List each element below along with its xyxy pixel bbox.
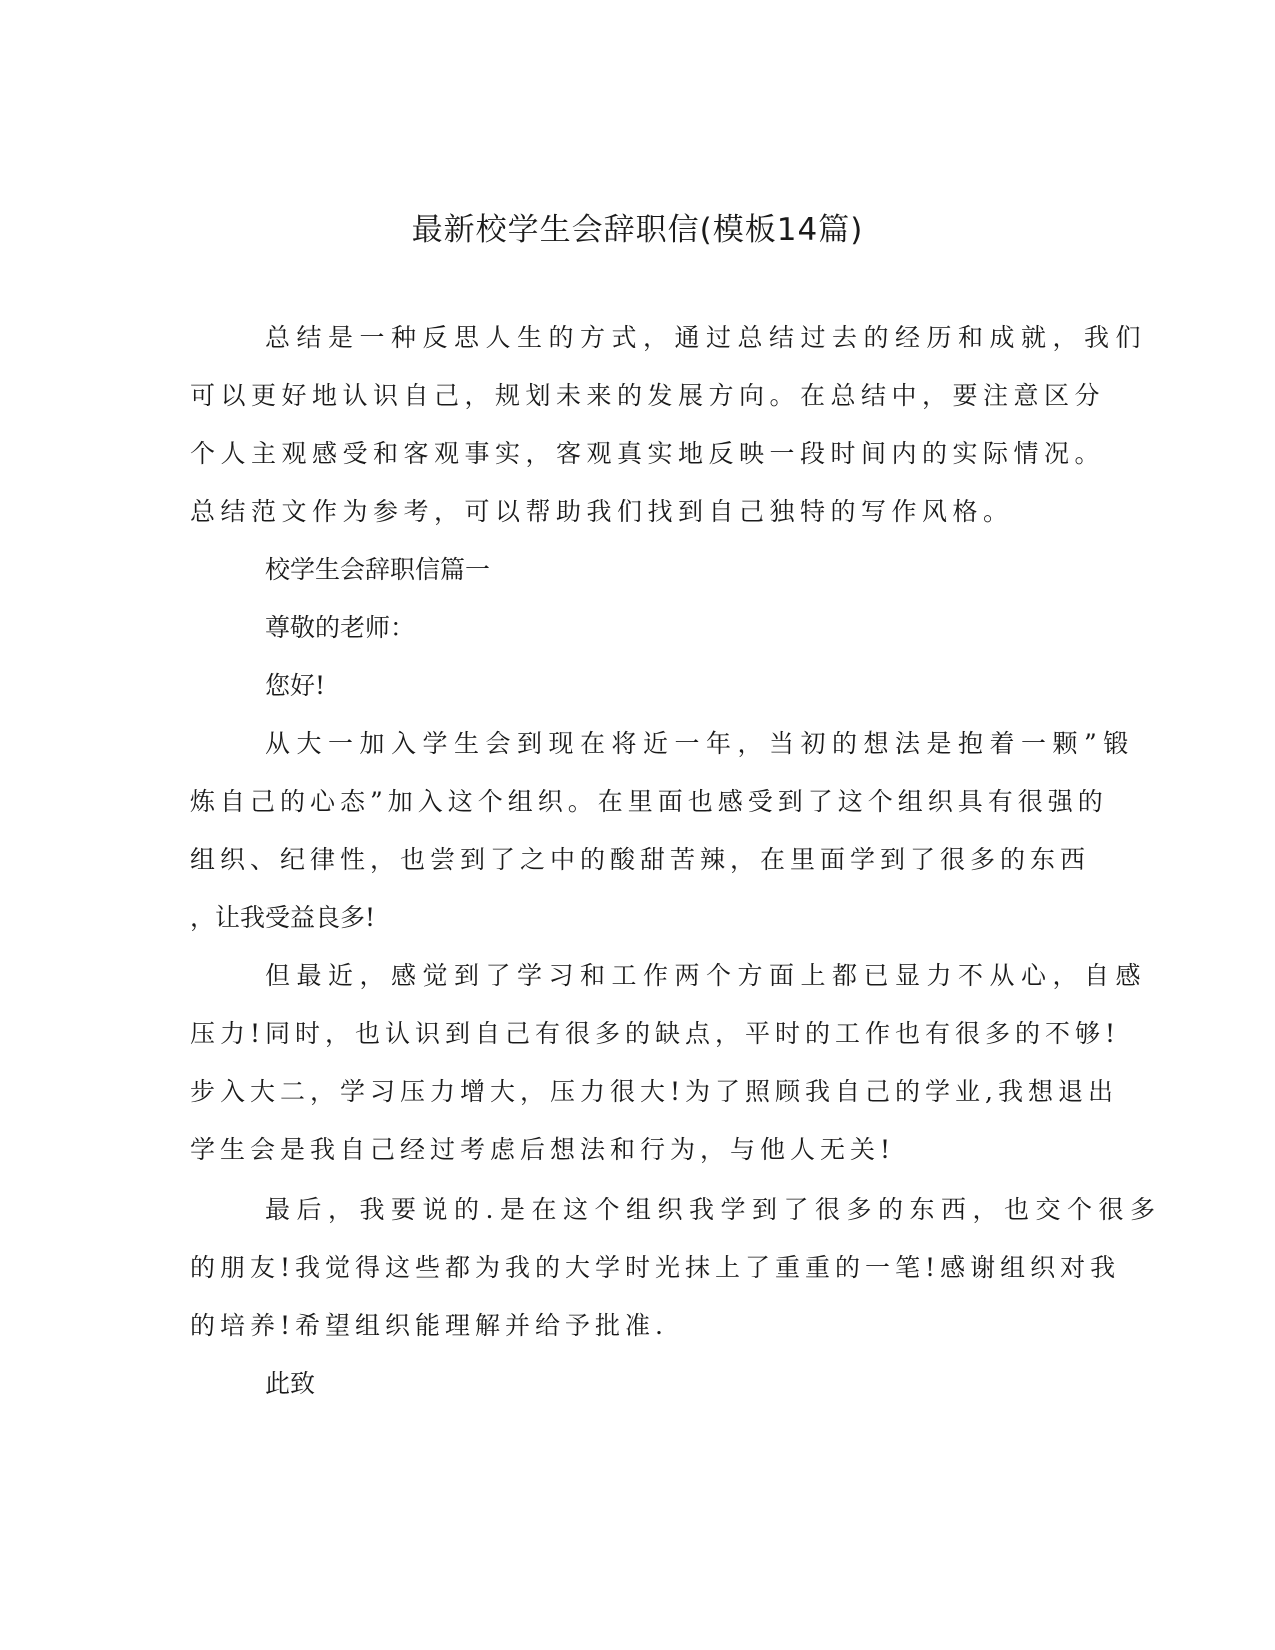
paragraph-line: 的培养!希望组织能理解并给予批准. bbox=[190, 1311, 668, 1340]
paragraph-line: 总结范文作为参考，可以帮助我们找到自己独特的写作风格。 bbox=[190, 497, 1014, 526]
greeting: 您好! bbox=[265, 671, 326, 700]
paragraph-line: 组织、纪律性，也尝到了之中的酸甜苦辣，在里面学到了很多的东西 bbox=[190, 845, 1091, 874]
paragraph-line: 压力!同时，也认识到自己有很多的缺点，平时的工作也有很多的不够! bbox=[190, 1019, 1121, 1048]
paragraph-line: ，让我受益良多! bbox=[190, 903, 376, 932]
paragraph-line: 个人主观感受和客观事实，客观真实地反映一段时间内的实际情况。 bbox=[190, 439, 1106, 468]
closing: 此致 bbox=[265, 1369, 316, 1398]
paragraph-line: 从大一加入学生会到现在将近一年，当初的想法是抱着一颗”锻 bbox=[265, 729, 1135, 758]
paragraph-line: 步入大二，学习压力增大，压力很大!为了照顾我自己的学业,我想退出 bbox=[190, 1077, 1118, 1106]
paragraph-line: 最后，我要说的.是在这个组织我学到了很多的东西，也交个很多 bbox=[265, 1195, 1162, 1224]
paragraph-line: 总结是一种反思人生的方式，通过总结过去的经历和成就，我们 bbox=[265, 323, 1148, 352]
paragraph-line: 但最近，感觉到了学习和工作两个方面上都已显力不从心，自感 bbox=[265, 961, 1148, 990]
document-title: 最新校学生会辞职信(模板14篇) bbox=[411, 212, 864, 248]
paragraph-line: 学生会是我自己经过考虑后想法和行为，与他人无关! bbox=[190, 1135, 896, 1164]
paragraph-line: 的朋友!我觉得这些都为我的大学时光抹上了重重的一笔!感谢组织对我 bbox=[190, 1253, 1121, 1282]
paragraph-line: 炼自己的心态”加入这个组织。在里面也感受到了这个组织具有很强的 bbox=[190, 787, 1108, 816]
salutation: 尊敬的老师： bbox=[265, 613, 416, 642]
paragraph-line: 可以更好地认识自己，规划未来的发展方向。在总结中，要注意区分 bbox=[190, 381, 1106, 410]
section-heading: 校学生会辞职信篇一 bbox=[265, 555, 491, 584]
